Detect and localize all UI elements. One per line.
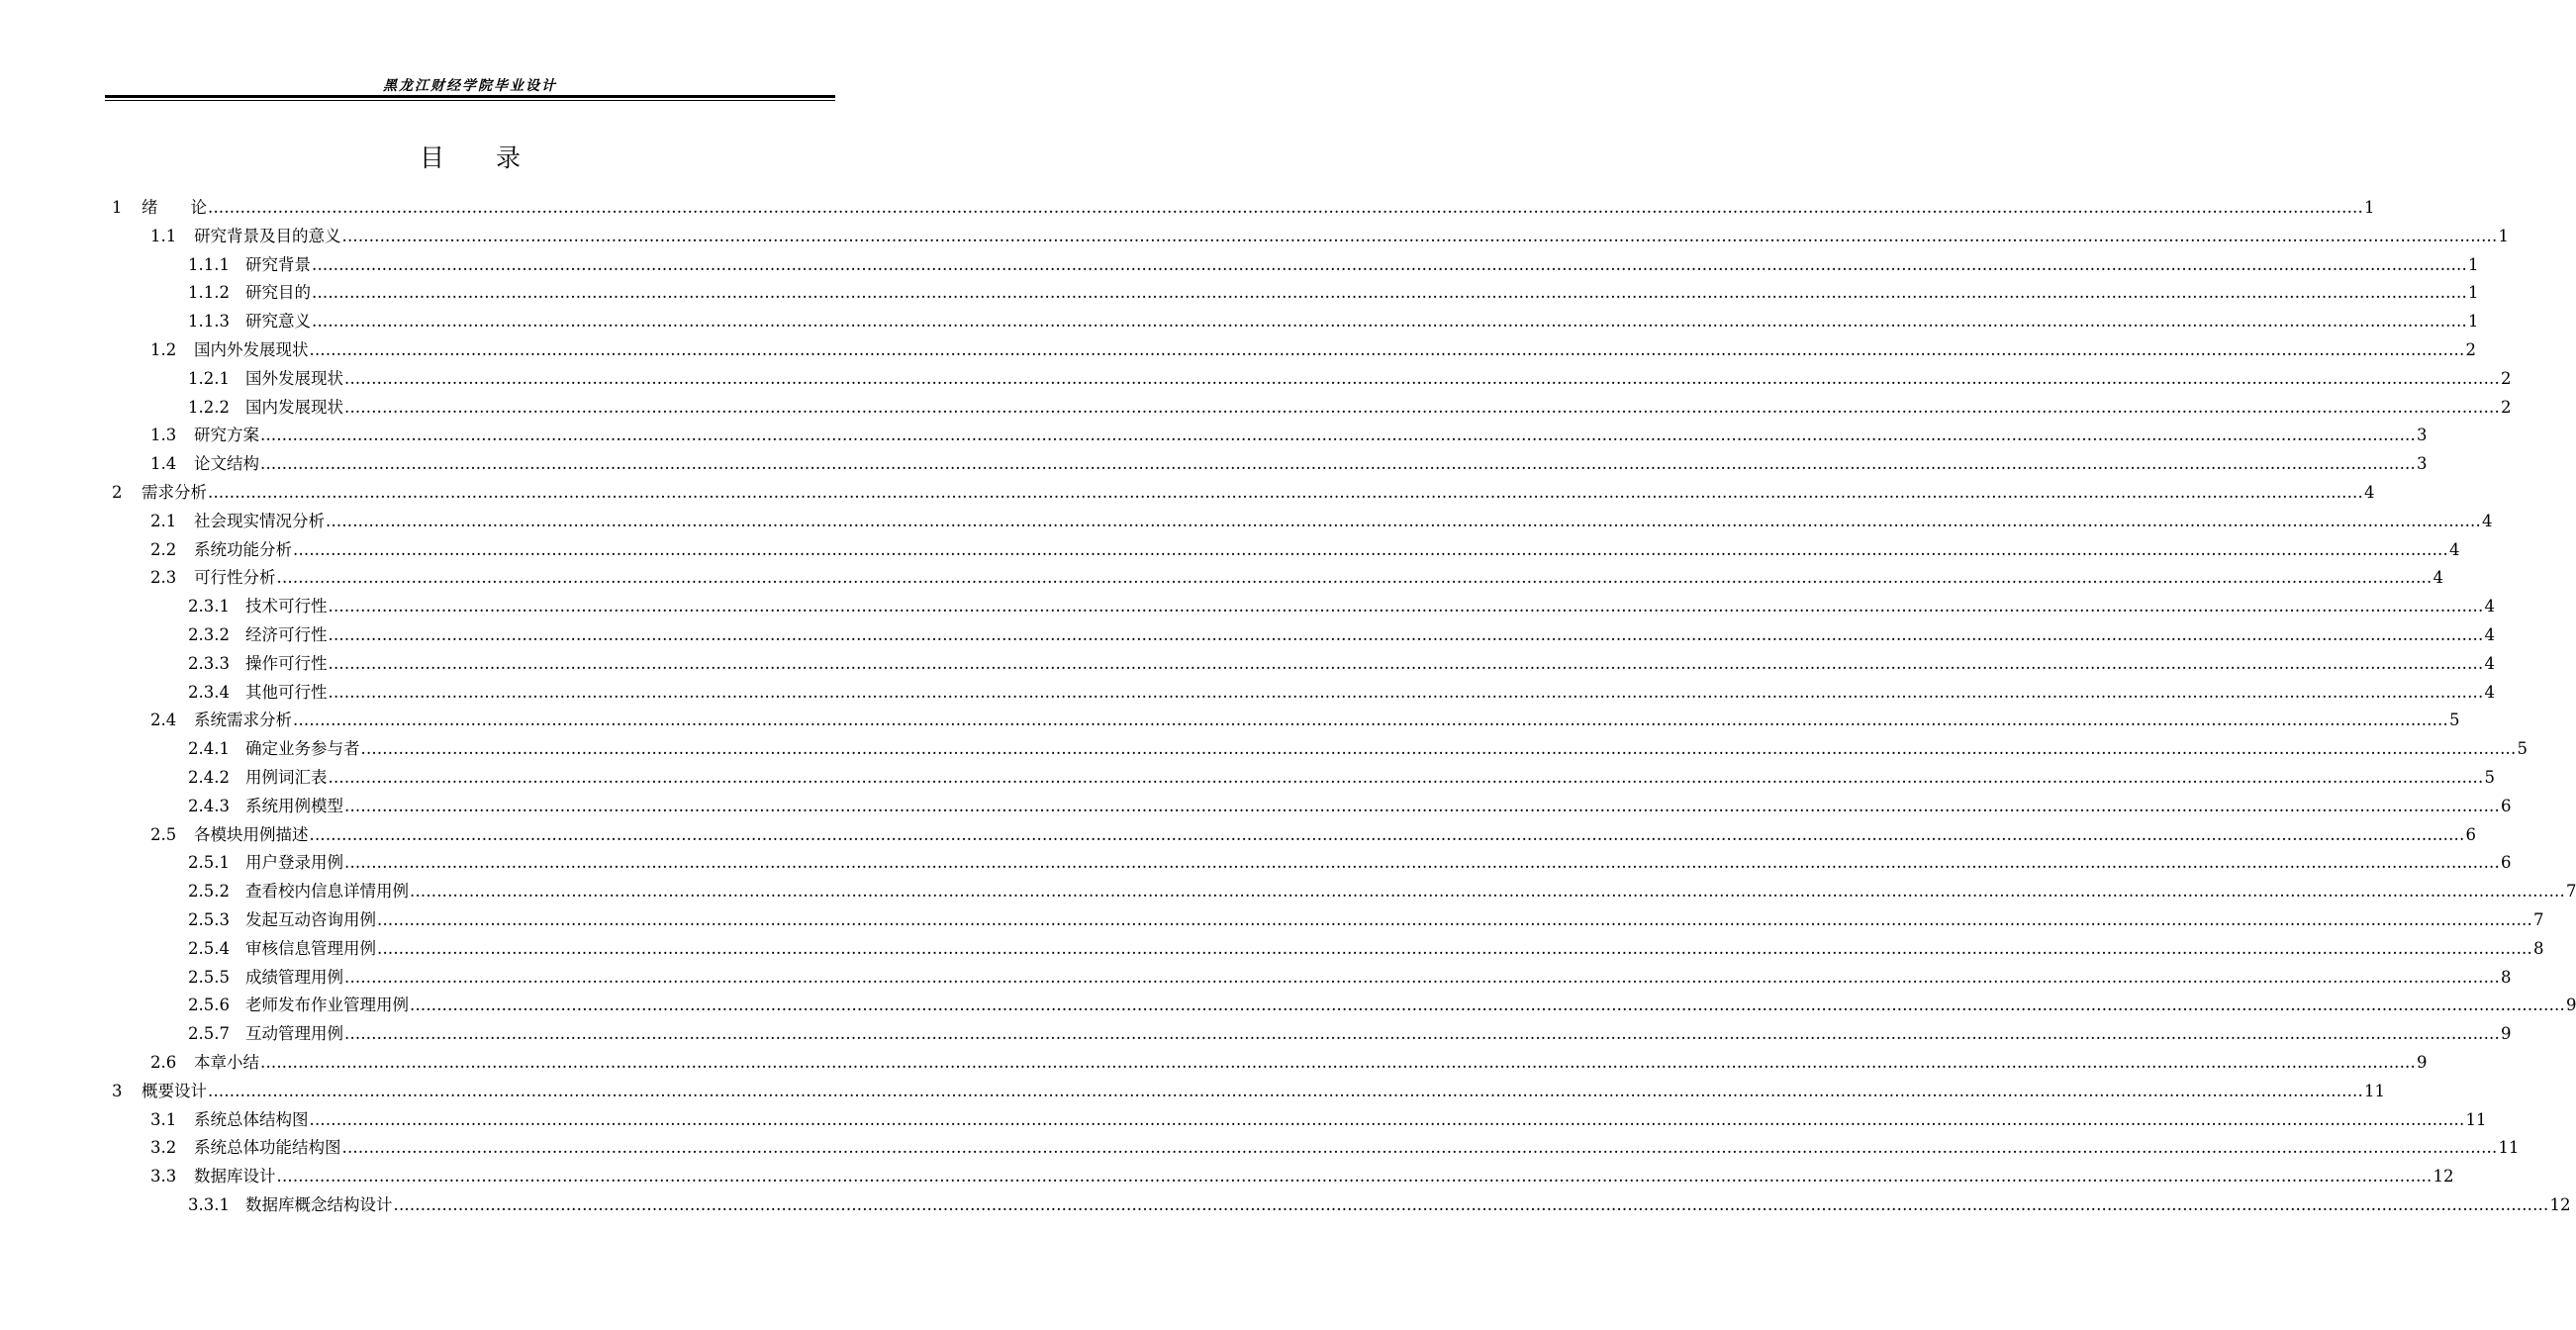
toc-entry-row [245,650,2495,679]
toc-entry-row [194,707,2460,735]
toc-entry[interactable] [0,679,2495,708]
toc-entry-number: 2.3.2 [188,624,230,644]
toc-entry-page: 5 [2517,739,2528,759]
toc-entry-title: 系统用例模型 [245,796,343,815]
toc-entry[interactable] [0,1134,2520,1163]
toc-entry-row [245,964,2512,993]
toc-entry-page: 3 [2416,454,2428,474]
toc-entry-title: 老师发布作业管理用例 [245,996,409,1015]
toc-dot-leader: ................................................................................................................................................................................................................................................................................................................................................................................................................ [360,739,2517,759]
toc-entry-page: 3 [2416,426,2428,445]
toc-entry-row [245,679,2495,708]
toc-entry-page: 11 [2498,1138,2520,1158]
toc-entry-title: 用例词汇表 [245,767,328,787]
toc-entry-page: 7 [2565,882,2576,902]
toc-list [0,194,2576,1220]
toc-entry-row [194,536,2460,565]
toc-entry-number: 2.4 [150,711,177,730]
toc-entry-page: 6 [2500,796,2512,815]
toc-dot-leader: ................................................................................................................................................................................................................................................................................................................................................................................................................ [410,996,2565,1015]
toc-entry[interactable] [0,964,2512,993]
toc-dot-leader: ................................................................................................................................................................................................................................................................................................................................................................................................................ [410,882,2565,902]
toc-entry-row [245,878,2576,906]
toc-dot-leader: ................................................................................................................................................................................................................................................................................................................................................................................................................ [260,454,2416,474]
toc-entry-number: 3 [112,1081,123,1100]
toc-entry-title: 本章小结 [194,1052,259,1072]
toc-entry-row [245,308,2479,336]
toc-entry-number: 2.5.4 [188,938,230,958]
toc-entry-title: 社会现实情况分析 [194,511,325,530]
toc-entry-number: 2.5.7 [188,1024,230,1044]
toc-entry-title: 数据库概念结构设计 [245,1194,393,1214]
toc-dot-leader: ................................................................................................................................................................................................................................................................................................................................................................................................................ [344,853,2500,873]
toc-entry[interactable] [0,450,2428,479]
toc-entry[interactable] [0,1049,2428,1078]
toc-dot-leader: ................................................................................................................................................................................................................................................................................................................................................................................................................ [293,711,2448,730]
toc-entry-number: 1.4 [150,454,177,474]
toc-dot-leader: ................................................................................................................................................................................................................................................................................................................................................................................................................ [312,254,2467,274]
header-rule-thick [105,95,835,98]
toc-entry-page: 4 [2448,539,2460,559]
toc-entry-title: 各模块用例描述 [194,824,309,844]
toc-entry-page: 6 [2500,853,2512,873]
toc-entry-number: 2.4.2 [188,767,230,787]
toc-entry-number: 2.5.6 [188,996,230,1015]
toc-entry-number: 2.5.3 [188,909,230,929]
toc-entry[interactable] [0,336,2476,365]
toc-entry[interactable] [0,849,2512,878]
toc-entry-row [194,1163,2454,1191]
toc-entry-page: 9 [2565,996,2576,1015]
toc-entry[interactable] [0,992,2576,1020]
toc-entry-number: 2.3.3 [188,653,230,673]
toc-entry-title: 成绩管理用例 [245,967,343,987]
toc-entry-number: 1.1.2 [188,283,230,303]
toc-entry-page: 5 [2484,767,2495,787]
toc-entry-page: 2 [2500,397,2512,417]
toc-entry-title: 查看校内信息详情用例 [245,882,409,902]
toc-entry-title: 经济可行性 [245,624,328,644]
toc-entry-row [245,764,2495,793]
toc-entry[interactable] [0,223,2509,251]
toc-entry-number: 1.1.3 [188,312,230,332]
toc-entry-row [142,1078,2385,1106]
toc-entry-number: 2 [112,482,123,502]
toc-dot-leader: ................................................................................................................................................................................................................................................................................................................................................................................................................ [293,539,2448,559]
toc-entry-row [194,223,2509,251]
toc-entry-title: 研究目的 [245,283,311,303]
toc-entry-page: 1 [2467,312,2479,332]
toc-entry-number: 2.5.2 [188,882,230,902]
toc-entry-number: 3.3 [150,1167,177,1187]
toc-entry-page: 9 [2500,1024,2512,1044]
toc-entry-page: 4 [2484,653,2495,673]
toc-entry-number: 1.2 [150,339,177,359]
toc-entry-row [245,593,2495,621]
toc-entry-title: 论文结构 [194,454,259,474]
toc-entry-title: 研究背景 [245,254,311,274]
toc-entry-title: 其他可行性 [245,682,328,702]
toc-entry-number: 2.3 [150,568,177,588]
toc-entry-title: 系统功能分析 [194,539,292,559]
toc-dot-leader: ................................................................................................................................................................................................................................................................................................................................................................................................................ [328,653,2484,673]
toc-entry-row [245,906,2544,935]
toc-entry-row [245,935,2544,964]
toc-entry-page: 4 [2481,511,2493,530]
toc-entry[interactable] [0,564,2443,593]
toc-dot-leader: ................................................................................................................................................................................................................................................................................................................................................................................................................ [312,312,2467,332]
toc-entry-page: 7 [2532,909,2544,929]
toc-entry-page: 11 [2363,1081,2385,1100]
toc-dot-leader: ................................................................................................................................................................................................................................................................................................................................................................................................................ [328,767,2484,787]
toc-entry-title: 互动管理用例 [245,1024,343,1044]
toc-entry[interactable] [0,935,2544,964]
toc-entry-number: 2.5.5 [188,967,230,987]
toc-dot-leader: ................................................................................................................................................................................................................................................................................................................................................................................................................ [344,397,2500,417]
toc-dot-leader: ................................................................................................................................................................................................................................................................................................................................................................................................................ [208,1081,2363,1100]
toc-entry[interactable] [0,365,2512,394]
toc-entry[interactable] [0,593,2495,621]
toc-dot-leader: ................................................................................................................................................................................................................................................................................................................................................................................................................ [328,624,2484,644]
toc-entry-title: 系统总体功能结构图 [194,1138,341,1158]
toc-entry-page: 6 [2465,824,2476,844]
toc-entry-row [245,849,2512,878]
toc-entry-row [194,1134,2520,1163]
toc-entry[interactable] [0,279,2479,308]
toc-entry-title: 国外发展现状 [245,368,343,388]
toc-dot-leader: ................................................................................................................................................................................................................................................................................................................................................................................................................ [341,1138,2498,1158]
toc-entry[interactable] [0,1191,2571,1220]
toc-entry[interactable] [0,394,2512,423]
toc-entry-row [194,336,2476,365]
header-rule-thin [105,100,835,101]
toc-entry[interactable] [0,536,2460,565]
toc-entry-page: 8 [2500,967,2512,987]
toc-dot-leader: ................................................................................................................................................................................................................................................................................................................................................................................................................ [260,426,2416,445]
toc-entry-number: 1.1 [150,226,177,245]
toc-entry-page: 12 [2433,1167,2454,1187]
toc-entry[interactable] [0,707,2460,735]
toc-entry-row [194,450,2428,479]
toc-entry-number: 1.3 [150,426,177,445]
toc-dot-leader: ................................................................................................................................................................................................................................................................................................................................................................................................................ [312,283,2467,303]
toc-dot-leader: ................................................................................................................................................................................................................................................................................................................................................................................................................ [309,1109,2465,1129]
toc-entry[interactable] [0,1163,2454,1191]
toc-dot-leader: ................................................................................................................................................................................................................................................................................................................................................................................................................ [328,682,2484,702]
toc-entry-title: 用户登录用例 [245,853,343,873]
toc-entry-page: 8 [2532,938,2544,958]
toc-entry-page: 4 [2484,597,2495,617]
toc-entry[interactable] [0,422,2428,450]
toc-entry-row [245,365,2512,394]
toc-entry-page: 9 [2416,1052,2428,1072]
toc-title [0,139,940,174]
toc-entry-row [194,564,2443,593]
toc-entry-number: 3.1 [150,1109,177,1129]
toc-entry[interactable] [0,878,2576,906]
toc-entry[interactable] [0,621,2495,650]
toc-entry-title: 技术可行性 [245,597,328,617]
toc-entry-row [245,793,2512,821]
toc-entry[interactable] [0,906,2544,935]
toc-entry[interactable] [0,479,2375,508]
toc-dot-leader: ................................................................................................................................................................................................................................................................................................................................................................................................................ [344,368,2500,388]
toc-entry-page: 2 [2500,368,2512,388]
toc-entry[interactable] [0,821,2476,850]
toc-entry-row [245,394,2512,423]
toc-dot-leader: ................................................................................................................................................................................................................................................................................................................................................................................................................ [377,909,2532,929]
toc-entry-page: 1 [2467,283,2479,303]
toc-dot-leader: ................................................................................................................................................................................................................................................................................................................................................................................................................ [208,482,2363,502]
toc-entry-number: 3.3.1 [188,1194,230,1214]
toc-entry-number: 1 [112,198,123,217]
toc-entry-number: 3.2 [150,1138,177,1158]
toc-entry-title: 数据库设计 [194,1167,276,1187]
toc-entry-number: 1.2.2 [188,397,230,417]
toc-dot-leader: ................................................................................................................................................................................................................................................................................................................................................................................................................ [260,1052,2416,1072]
toc-entry-number: 2.1 [150,511,177,530]
toc-entry-title: 操作可行性 [245,653,328,673]
toc-dot-leader: ................................................................................................................................................................................................................................................................................................................................................................................................................ [393,1194,2549,1214]
toc-entry-title: 确定业务参与者 [245,739,360,759]
toc-title-part1: 目 [419,143,444,172]
toc-entry[interactable] [0,764,2495,793]
toc-entry[interactable] [0,308,2479,336]
toc-entry-title: 研究意义 [245,312,311,332]
toc-dot-leader: ................................................................................................................................................................................................................................................................................................................................................................................................................ [344,1024,2500,1044]
toc-entry-title: 审核信息管理用例 [245,938,376,958]
toc-entry-page: 1 [2363,198,2375,217]
toc-dot-leader: ................................................................................................................................................................................................................................................................................................................................................................................................................ [309,339,2465,359]
toc-entry[interactable] [0,650,2495,679]
toc-entry-row [142,194,2375,223]
toc-entry-row [194,422,2428,450]
toc-entry-title: 绪 论 [142,198,207,217]
toc-entry-row [245,279,2479,308]
toc-entry-row [245,1020,2512,1049]
toc-dot-leader: ................................................................................................................................................................................................................................................................................................................................................................................................................ [208,198,2363,217]
toc-entry[interactable] [0,1106,2487,1135]
toc-entry-title: 可行性分析 [194,568,276,588]
toc-dot-leader: ................................................................................................................................................................................................................................................................................................................................................................................................................ [326,511,2481,530]
toc-entry-number: 2.3.4 [188,682,230,702]
toc-entry-row [194,1049,2428,1078]
toc-dot-leader: ................................................................................................................................................................................................................................................................................................................................................................................................................ [344,796,2500,815]
toc-entry-page: 5 [2448,711,2460,730]
toc-entry[interactable] [0,251,2479,280]
toc-dot-leader: ................................................................................................................................................................................................................................................................................................................................................................................................................ [341,226,2498,245]
toc-title-part2: 录 [496,143,522,172]
toc-entry-title: 国内发展现状 [245,397,343,417]
toc-entry-page: 4 [2484,624,2495,644]
toc-entry[interactable] [0,194,2375,223]
toc-entry-number: 2.4.3 [188,796,230,815]
toc-entry-number: 1.2.1 [188,368,230,388]
toc-entry-page: 4 [2484,682,2495,702]
toc-entry-title: 需求分析 [142,482,207,502]
toc-entry-title: 系统需求分析 [194,711,292,730]
toc-entry-page: 12 [2549,1194,2571,1214]
toc-entry-page: 2 [2465,339,2476,359]
toc-entry-title: 国内外发展现状 [194,339,309,359]
toc-dot-leader: ................................................................................................................................................................................................................................................................................................................................................................................................................ [328,597,2484,617]
toc-entry-row [245,251,2479,280]
toc-entry-number: 2.4.1 [188,739,230,759]
toc-entry-page: 1 [2467,254,2479,274]
toc-entry[interactable] [0,508,2493,536]
toc-entry-title: 概要设计 [142,1081,207,1100]
toc-dot-leader: ................................................................................................................................................................................................................................................................................................................................................................................................................ [276,568,2433,588]
toc-entry-number: 2.6 [150,1052,177,1072]
toc-entry[interactable] [0,793,2512,821]
toc-entry-number: 2.3.1 [188,597,230,617]
toc-entry[interactable] [0,1020,2512,1049]
toc-entry-row [194,1106,2487,1135]
toc-entry-number: 2.2 [150,539,177,559]
toc-entry[interactable] [0,1078,2385,1106]
toc-entry-row [194,821,2476,850]
toc-entry-title: 发起互动咨询用例 [245,909,376,929]
toc-entry-row [245,1191,2571,1220]
toc-entry-page: 4 [2363,482,2375,502]
toc-entry-page: 4 [2433,568,2443,588]
toc-entry-number: 1.1.1 [188,254,230,274]
toc-entry-row [142,479,2375,508]
toc-entry[interactable] [0,735,2528,764]
toc-entry-row [245,992,2576,1020]
toc-entry-number: 2.5.1 [188,853,230,873]
toc-entry-title: 系统总体结构图 [194,1109,309,1129]
toc-entry-row [245,735,2528,764]
toc-dot-leader: ................................................................................................................................................................................................................................................................................................................................................................................................................ [344,967,2500,987]
header-text: 黑龙江财经学院毕业设计 [383,78,557,94]
toc-entry-title: 研究方案 [194,426,259,445]
toc-entry-page: 11 [2465,1109,2487,1129]
toc-entry-number: 2.5 [150,824,177,844]
toc-entry-title: 研究背景及目的意义 [194,226,341,245]
toc-entry-page: 1 [2498,226,2509,245]
toc-entry-row [194,508,2493,536]
toc-dot-leader: ................................................................................................................................................................................................................................................................................................................................................................................................................ [309,824,2465,844]
toc-entry-row [245,621,2495,650]
toc-dot-leader: ................................................................................................................................................................................................................................................................................................................................................................................................................ [377,938,2532,958]
toc-dot-leader: ................................................................................................................................................................................................................................................................................................................................................................................................................ [276,1167,2433,1187]
